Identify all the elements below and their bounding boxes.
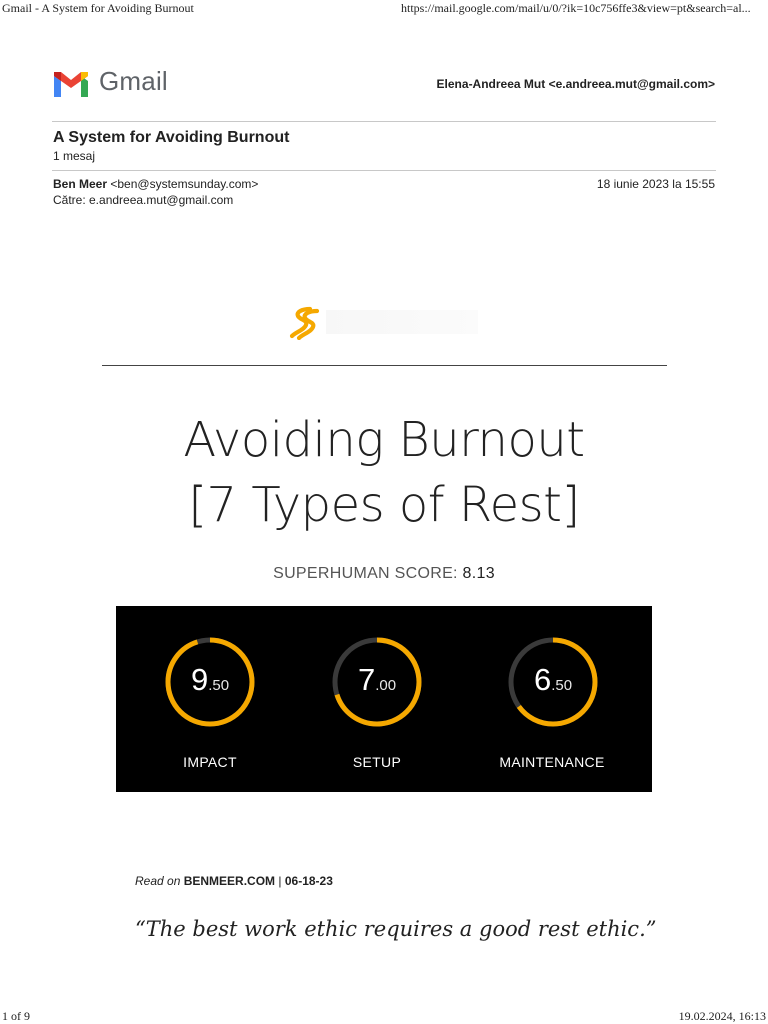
score-label: SUPERHUMAN SCORE: [273, 565, 463, 582]
gauge-label-impact: IMPACT [183, 754, 237, 770]
gmail-wordmark: Gmail [99, 66, 168, 96]
sender-email: <ben@systemsunday.com> [110, 177, 259, 191]
gauge-value [164, 662, 256, 698]
recipient-line: Către: e.andreea.mut@gmail.com [53, 193, 234, 207]
print-timestamp: 19.02.2024, 16:13 [678, 1009, 766, 1023]
gauge-value [507, 662, 599, 698]
sender-line [53, 177, 258, 191]
gauge-value-dec: .50 [551, 677, 573, 694]
gauge-value-int: 7 [357, 662, 376, 697]
header-divider [52, 121, 716, 122]
score-panel [116, 606, 652, 792]
gauge-impact [164, 636, 256, 728]
gauge-value-dec: .50 [208, 677, 230, 694]
brand-logo-bar [326, 310, 478, 334]
newsletter-headline-line2: [7 Types of Rest] [188, 477, 580, 533]
gauge-value-int: 6 [533, 662, 552, 697]
thread-subject: A System for Avoiding Burnout [53, 129, 290, 146]
newsletter-divider [102, 365, 667, 366]
score-value: 8.13 [462, 565, 495, 582]
read-on-separator: | [275, 874, 285, 888]
print-page-url: https://mail.google.com/mail/u/0/?ik=10c756ffe3&view=pt&search=al... [401, 1, 751, 15]
print-page-title: Gmail - A System for Avoiding Burnout [2, 1, 194, 15]
gauge-setup [331, 636, 423, 728]
gauge-maintenance [507, 636, 599, 728]
gauge-value-int: 9 [190, 662, 209, 697]
page-number: 1 of 9 [2, 1009, 30, 1023]
newsletter-headline-line1: Avoiding Burnout [183, 412, 585, 468]
brand-logo-icon [288, 306, 320, 340]
gauge-value [331, 662, 423, 698]
print-header [0, 0, 768, 18]
gauge-value-dec: .00 [375, 677, 397, 694]
subject-divider [52, 170, 716, 171]
sender-name: Ben Meer [53, 177, 108, 191]
newsletter-quote: “The best work ethic requires a good rest ethic.” [135, 917, 657, 941]
gauge-label-setup: SETUP [352, 754, 402, 770]
superhuman-score [0, 565, 768, 583]
gauge-label-maintenance: MAINTENANCE [499, 754, 605, 770]
read-on-date: 06-18-23 [284, 874, 333, 888]
read-on-site-link[interactable]: BENMEER.COM [183, 874, 276, 888]
print-footer [0, 1009, 768, 1024]
message-date: 18 iunie 2023 la 15:55 [596, 177, 715, 191]
read-on-line [135, 874, 333, 888]
read-on-prefix: Read on [135, 874, 184, 888]
message-count: 1 mesaj [53, 149, 96, 163]
account-email: Elena-Andreea Mut <e.andreea.mut@gmail.com> [436, 77, 715, 91]
